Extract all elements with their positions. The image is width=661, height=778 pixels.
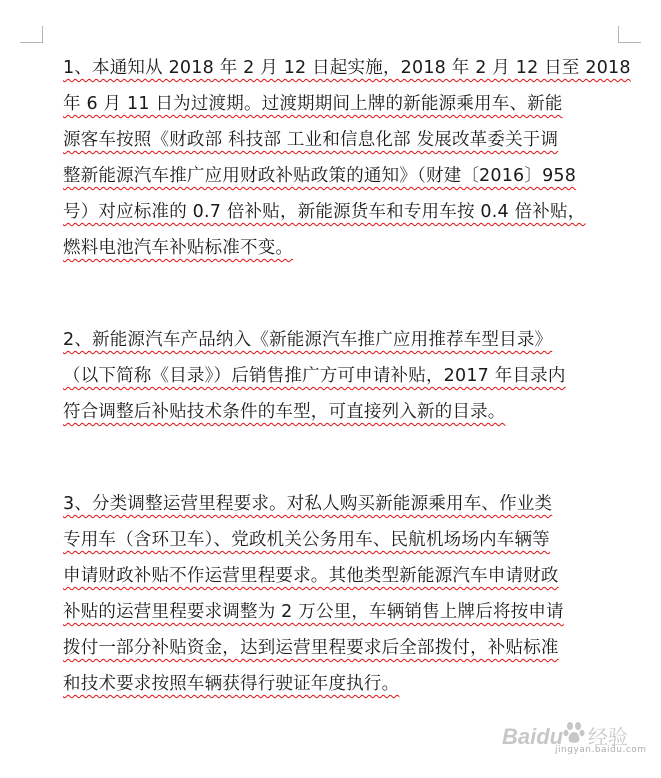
text-line[interactable]: 申请财政补贴不作运营里程要求。其他类型新能源汽车申请财政 [63,566,559,586]
paragraph-2[interactable] [63,322,623,430]
document-body[interactable] [63,50,631,722]
blank-line[interactable] [63,450,623,486]
paragraph-1[interactable] [63,50,631,266]
top-left-corner-mark [20,26,43,43]
watermark-brand-text: Baidu [502,724,564,749]
text-line[interactable]: 符合调整后补贴技术条件的车型，可直接列入新的目录。 [63,402,506,422]
blank-line[interactable] [63,286,623,322]
watermark-url: jingyan.baidu.com [555,745,647,755]
top-right-corner-mark [618,26,641,43]
text-line[interactable]: 2、新能源汽车产品纳入《新能源汽车推广应用推荐车型目录》 [63,330,553,350]
text-line[interactable]: 拨付一部分补贴资金，达到运营里程要求后全部拨付，补贴标准 [63,638,559,658]
watermark-suffix-text: 经验 [588,725,628,749]
text-line[interactable]: 源客车按照《财政部 科技部 工业和信息化部 发展改革委关于调 [63,130,559,150]
text-line[interactable]: 专用车（含环卫车）、党政机关公务用车、民航机场场内车辆等 [63,530,550,550]
text-line[interactable]: （以下简称《目录》）后销售推广方可申请补贴，2017 年目录内 [63,366,566,386]
text-line[interactable]: 3、分类调整运营里程要求。对私人购买新能源乘用车、作业类 [63,494,553,514]
text-line[interactable]: 1、本通知从 2018 年 2 月 12 日起实施，2018 年 2 月 12 日至 2018 [63,58,631,78]
text-line[interactable]: 燃料电池汽车补贴标准不变。 [63,238,294,258]
text-line[interactable]: 补贴的运营里程要求调整为 2 万公里，车辆销售上牌后将按申请 [63,602,564,622]
text-line[interactable]: 号）对应标准的 0.7 倍补贴，新能源货车和专用车按 0.4 倍补贴， [63,202,586,222]
text-line[interactable]: 年 6 月 11 日为过渡期。过渡期期间上牌的新能源乘用车、新能 [63,94,563,114]
paragraph-3[interactable] [63,486,623,702]
paw-icon [564,722,585,743]
text-line[interactable]: 整新能源汽车推广应用财政补贴政策的通知》（财建〔2016〕958 [63,166,577,186]
text-line[interactable]: 和技术要求按照车辆获得行驶证年度执行。 [63,674,400,694]
